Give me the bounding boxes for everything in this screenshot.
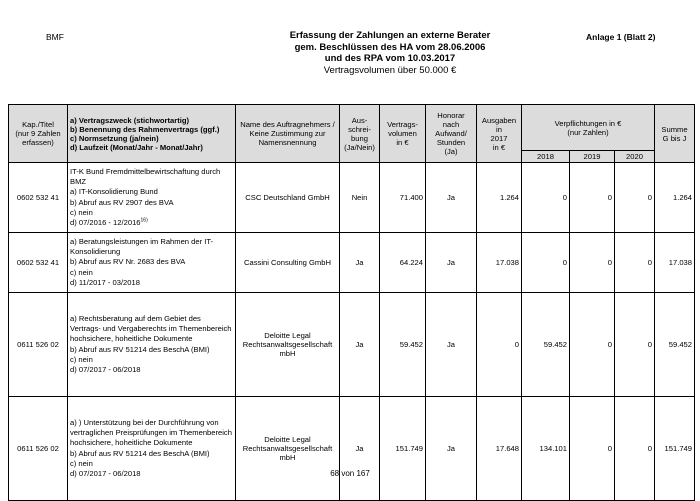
purpose-cell bbox=[68, 293, 236, 397]
table-row bbox=[9, 233, 695, 293]
volume-header bbox=[380, 105, 426, 163]
spend-cell: 1.264 bbox=[477, 163, 522, 233]
ministry-label: BMF bbox=[46, 32, 64, 42]
purpose-line: c) nein bbox=[70, 207, 93, 217]
commit-2019-cell: 0 bbox=[570, 293, 615, 397]
purpose-line: d) 07/2017 - 06/2018 bbox=[70, 364, 141, 374]
table-row bbox=[9, 163, 695, 233]
contractor-line: Deloitte Legal bbox=[264, 435, 311, 444]
title-line: Erfassung der Zahlungen an externe Berater bbox=[289, 30, 491, 41]
sum-cell: 17.038 bbox=[655, 233, 695, 293]
header-text: Honorar bbox=[437, 111, 465, 120]
commit-2018-cell: 0 bbox=[522, 233, 570, 293]
header-text: (Ja/Nein) bbox=[344, 142, 375, 152]
spend-cell: 17.648 bbox=[477, 397, 522, 501]
commit-2019-cell: 0 bbox=[570, 163, 615, 233]
header-text: Aufwand/ bbox=[435, 129, 467, 138]
spend-cell: 0 bbox=[477, 293, 522, 397]
header-text: (nur 9 Zahlen bbox=[15, 129, 61, 138]
sum-cell: 1.264 bbox=[655, 163, 695, 233]
purpose-line: b) Abruf aus RV 51214 des BeschA (BMI) bbox=[70, 448, 210, 458]
header-text: nach bbox=[442, 120, 460, 129]
table-row bbox=[9, 293, 695, 397]
purpose-line: a) Beratungsleistungen im Rahmen der IT-Konsolidierung bbox=[70, 236, 214, 257]
header-text: volumen bbox=[388, 129, 417, 138]
commitments-header bbox=[522, 105, 655, 151]
payments-table bbox=[8, 104, 695, 501]
purpose-line: c) nein bbox=[70, 267, 93, 277]
commit-2019-cell: 0 bbox=[570, 233, 615, 293]
header-text: Summe bbox=[661, 124, 688, 134]
header-text: Namensnennung bbox=[258, 138, 317, 147]
header-text: b) Benennung des Rahmenvertrags (ggf.) bbox=[70, 124, 220, 134]
header-text: Verpflichtungen in € bbox=[554, 118, 622, 128]
contractor-cell bbox=[236, 397, 340, 501]
header-text: Stunden bbox=[436, 138, 466, 147]
tender-cell: Nein bbox=[340, 163, 380, 233]
year-header-2018: 2018 bbox=[522, 151, 570, 163]
contractor-line: Rechtsanwaltsgesellschaft bbox=[242, 340, 333, 349]
document-title bbox=[190, 30, 590, 76]
volume-cell: 59.452 bbox=[380, 293, 426, 397]
commit-2020-cell: 0 bbox=[615, 397, 655, 501]
kap-cell: 0602 532 41 bbox=[9, 163, 68, 233]
volume-cell: 71.400 bbox=[380, 163, 426, 233]
table-row bbox=[9, 397, 695, 501]
kap-cell: 0602 532 41 bbox=[9, 233, 68, 293]
purpose-line: c) nein bbox=[70, 458, 93, 468]
header-text: erfassen) bbox=[22, 138, 54, 147]
contractor-line: mbH bbox=[279, 453, 296, 462]
title-line: gem. Beschlüssen des HA vom 28.06.2006 bbox=[294, 41, 486, 53]
header-text: Ausgaben in bbox=[481, 115, 517, 134]
contractor-cell bbox=[236, 163, 340, 233]
purpose-line: d) 07/2017 - 06/2018 bbox=[70, 468, 141, 478]
volume-cell: 151.749 bbox=[380, 397, 426, 501]
tender-cell: Ja bbox=[340, 233, 380, 293]
header-text: (nur Zahlen) bbox=[567, 127, 609, 137]
spend-cell: 17.038 bbox=[477, 233, 522, 293]
tender-cell: Ja bbox=[340, 397, 380, 501]
purpose-line: a) IT-Konsolidierung Bund bbox=[70, 187, 158, 197]
fee-cell: Ja bbox=[426, 233, 477, 293]
kap-cell: 0611 526 02 bbox=[9, 397, 68, 501]
purpose-line: b) Abruf aus RV Nr. 2683 des BVA bbox=[70, 257, 186, 267]
sum-header bbox=[655, 105, 695, 163]
page-number: 68 von 167 bbox=[330, 469, 370, 478]
purpose-header bbox=[68, 105, 236, 163]
tender-cell: Ja bbox=[340, 293, 380, 397]
purpose-line: a) ) Unterstützung bei der Durchführung von vertraglichen Preisprüfungen im Themenbereich hochsichere, hoheitliche Dokumente bbox=[70, 417, 232, 448]
header-row bbox=[9, 105, 695, 151]
header-text: (Ja) bbox=[444, 147, 458, 156]
header-text: a) Vertragszweck (stichwortartig) bbox=[70, 115, 190, 125]
fee-cell: Ja bbox=[426, 397, 477, 501]
header-text: in € bbox=[492, 142, 506, 152]
attachment-label: Anlage 1 (Blatt 2) bbox=[586, 32, 656, 42]
year-header-2020: 2020 bbox=[615, 151, 655, 163]
sum-cell: 59.452 bbox=[655, 293, 695, 397]
contractor-header bbox=[236, 105, 340, 163]
purpose-line: d) 07/2016 - 12/2016 bbox=[70, 217, 141, 227]
header-text: d) Laufzeit (Monat/Jahr - Monat/Jahr) bbox=[70, 142, 203, 152]
fee-header bbox=[426, 105, 477, 163]
purpose-line: b) Abruf aus RV 2907 des BVA bbox=[70, 197, 174, 207]
tender-header bbox=[340, 105, 380, 163]
purpose-cell bbox=[68, 397, 236, 501]
contractor-line: Cassini Consulting GmbH bbox=[244, 258, 331, 267]
header-text: Keine Zustimmung zur bbox=[249, 129, 326, 138]
commit-2018-cell: 134.101 bbox=[522, 397, 570, 501]
contractor-cell bbox=[236, 293, 340, 397]
header-text: 2017 bbox=[490, 133, 508, 143]
title-line: und des RPA vom 10.03.2017 bbox=[324, 53, 456, 64]
header-text: Vertrags- bbox=[387, 120, 418, 129]
volume-cell: 64.224 bbox=[380, 233, 426, 293]
purpose-line: IT-K Bund Fremdmittelbewirtschaftung durch BMZ bbox=[70, 166, 221, 187]
commit-2018-cell: 0 bbox=[522, 163, 570, 233]
purpose-line-wrap bbox=[70, 218, 233, 228]
kap-header bbox=[9, 105, 68, 163]
purpose-line: d) 11/2017 - 03/2018 bbox=[70, 277, 140, 287]
footnote-marker: 16) bbox=[140, 217, 148, 224]
spend-header bbox=[477, 105, 522, 163]
purpose-cell bbox=[68, 163, 236, 233]
contractor-line: Deloitte Legal bbox=[264, 331, 311, 340]
contractor-line: Rechtsanwaltsgesellschaft bbox=[242, 444, 333, 453]
header-text: G bis J bbox=[662, 133, 687, 143]
fee-cell: Ja bbox=[426, 163, 477, 233]
contractor-line: CSC Deutschland GmbH bbox=[245, 193, 330, 202]
header-text: c) Normsetzung (ja/nein) bbox=[70, 133, 159, 143]
commit-2018-cell: 59.452 bbox=[522, 293, 570, 397]
year-header-2019: 2019 bbox=[570, 151, 615, 163]
header-text: schrei- bbox=[348, 124, 371, 134]
header-text: Name des Auftragnehmers / bbox=[240, 120, 335, 129]
sum-cell: 151.749 bbox=[655, 397, 695, 501]
header-text: Kap./Titel bbox=[22, 120, 54, 129]
commit-2019-cell: 0 bbox=[570, 397, 615, 501]
purpose-line: c) nein bbox=[70, 354, 93, 364]
commit-2020-cell: 0 bbox=[615, 233, 655, 293]
fee-cell: Ja bbox=[426, 293, 477, 397]
header-text: bung bbox=[351, 133, 368, 143]
commit-2020-cell: 0 bbox=[615, 163, 655, 233]
purpose-line: a) Rechtsberatung auf dem Gebiet des Vertrags- und Vergaberechts im Themenbereich hochsichere, hoheitliche Dokumente bbox=[70, 313, 232, 344]
header-text: in € bbox=[396, 138, 409, 147]
header-text: Aus- bbox=[351, 115, 368, 125]
purpose-cell bbox=[68, 233, 236, 293]
purpose-line: b) Abruf aus RV 51214 des BeschA (BMI) bbox=[70, 344, 210, 354]
contractor-line: mbH bbox=[279, 349, 296, 358]
commit-2020-cell: 0 bbox=[615, 293, 655, 397]
kap-cell: 0611 526 02 bbox=[9, 293, 68, 397]
contractor-cell bbox=[236, 233, 340, 293]
document-subtitle: Vertragsvolumen über 50.000 € bbox=[323, 64, 457, 76]
